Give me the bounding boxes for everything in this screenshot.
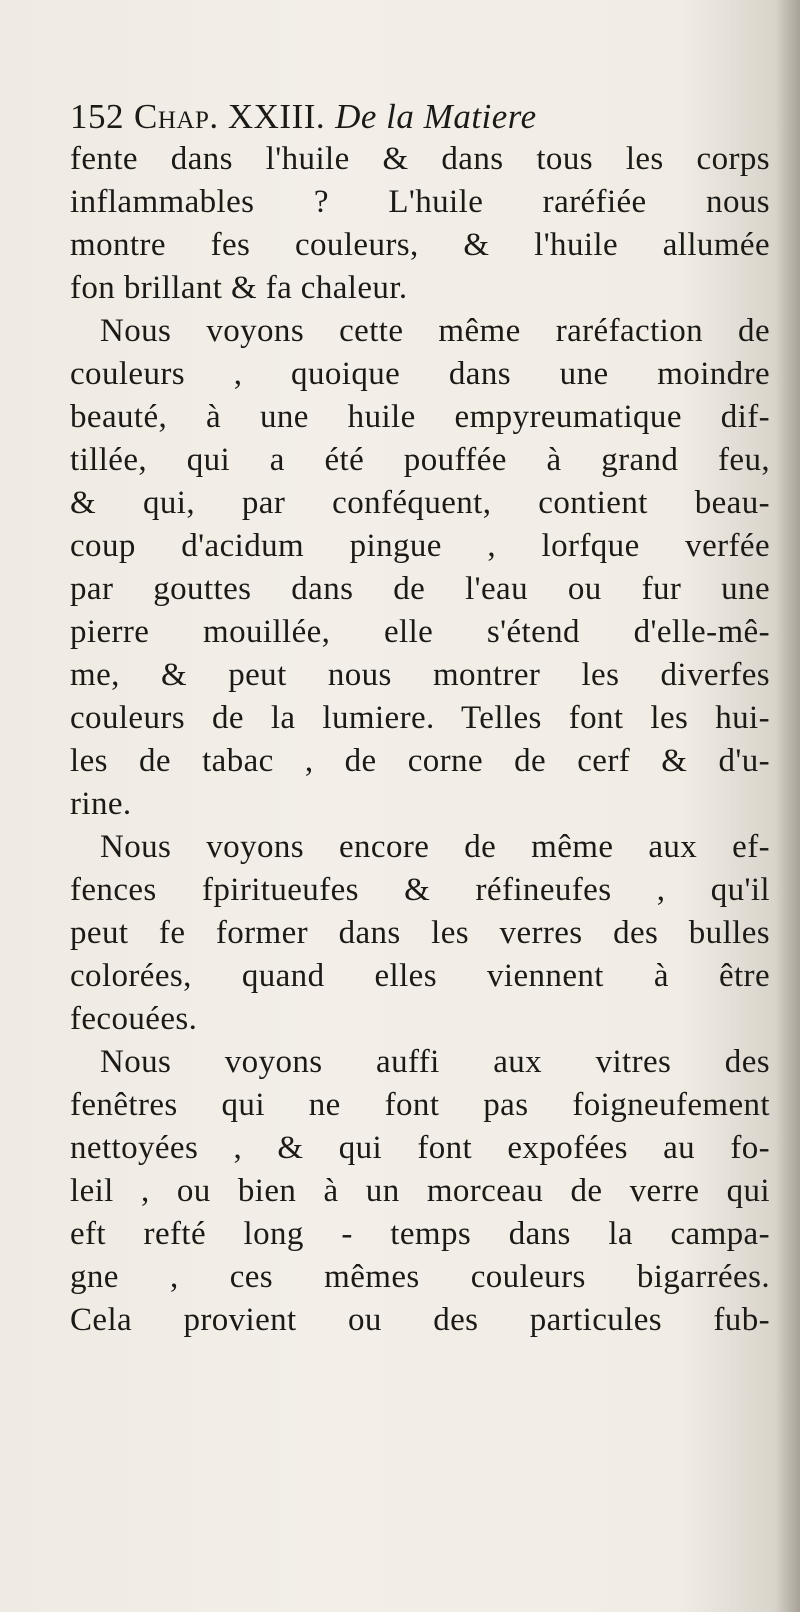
paragraph-start-line: Nous voyons encore de même aux ef- (100, 829, 770, 865)
running-head (70, 96, 770, 138)
text-line: gne , ces mêmes couleurs bigarrées. (70, 1259, 770, 1295)
text-line: fon brillant & fa chaleur. (70, 270, 408, 306)
text-line: eft refté long - temps dans la campa- (70, 1216, 770, 1252)
body-text (70, 138, 770, 1342)
text-line: fenêtres qui ne font pas foigneufement (70, 1087, 770, 1123)
text-line: fente dans l'huile & dans tous les corps (70, 141, 770, 177)
section-title: De la Matiere (335, 97, 537, 136)
chapter-heading: Chap. XXIII. (134, 97, 326, 136)
text-line: couleurs , quoique dans une moindre (70, 356, 770, 392)
text-line: coup d'acidum pingue , lorfque verfée (70, 528, 770, 564)
text-line: couleurs de la lumiere. Telles font les hui- (70, 700, 770, 736)
page-number: 152 (70, 97, 124, 136)
text-line: & qui, par conféquent, contient beau- (70, 485, 770, 521)
text-line: par gouttes dans de l'eau ou fur une (70, 571, 770, 607)
text-line: peut fe former dans les verres des bulles (70, 915, 770, 951)
text-line: fecouées. (70, 1001, 198, 1037)
page-edge-shadow (774, 0, 800, 1612)
text-line: me, & peut nous montrer les diverfes (70, 657, 770, 693)
text-line: Cela provient ou des particules fub- (70, 1302, 770, 1338)
text-line: inflammables ? L'huile raréfiée nous (70, 184, 770, 220)
text-line: colorées, quand elles viennent à être (70, 958, 770, 994)
text-line: rine. (70, 786, 132, 822)
text-line: pierre mouillée, elle s'étend d'elle-mê- (70, 614, 770, 650)
paragraph-start-line: Nous voyons cette même raréfaction de (100, 313, 770, 349)
text-line: les de tabac , de corne de cerf & d'u- (70, 743, 770, 779)
text-line: tillée, qui a été pouffée à grand feu, (70, 442, 770, 478)
text-line: beauté, à une huile empyreumatique dif- (70, 399, 770, 435)
text-line: fences fpiritueufes & réfineufes , qu'il (70, 872, 770, 908)
paragraph-start-line: Nous voyons auffi aux vitres des (100, 1044, 770, 1080)
text-line: montre fes couleurs, & l'huile allumée (70, 227, 770, 263)
text-line: leil , ou bien à un morceau de verre qui (70, 1173, 770, 1209)
text-line: nettoyées , & qui font expofées au fo- (70, 1130, 770, 1166)
